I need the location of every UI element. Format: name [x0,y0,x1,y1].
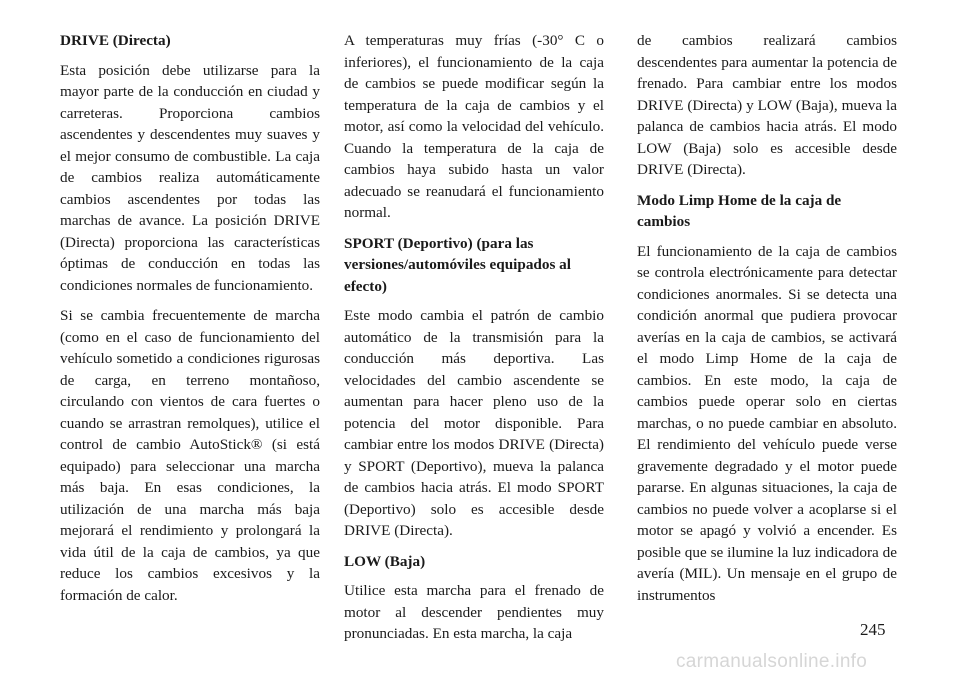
paragraph-low-description: Utilice esta marcha para el frenado de motor al descender pendientes muy pronunciadas. En esta marcha, la caja [344,582,604,642]
heading-limp-home: Modo Limp Home de la caja de cambios [637,191,842,230]
paragraph-limp-home-description: El funcionamiento de la caja de cambios se controla electrónicamente para detectar condiciones anormales. Si se detecta una condición anormal que pudiera provocar averías en la caja de cambios, se activará el modo Limp Home de la caja de cambios. En este modo, la caja de cambios puede operar solo en ciertas marchas, o no puede cambiar en absoluto. El rendimiento del vehículo puede verse gravemente degradado y el motor puede pararse. En algunas situaciones, la caja de cambios no puede volver a acoplarse si el motor se apagó y volvió a encender. Es posible que se ilumine la luz indicadora de avería (MIL). Un mensaje en el grupo de instrumentos [637,242,897,604]
paragraph-sport-description: Este modo cambia el patrón de cambio automático de la transmisión para la conducción más deportiva. Las velocidades del cambio ascendente se aumentan para hacer pleno uso de la potencia del motor disponible. Para cambiar entre los modos DRIVE (Directa) y SPORT (Deportivo), mueva la palanca de cambios hacia atrás. El modo SPORT (Deportivo) solo es accesible desde DRIVE (Directa). [344,307,604,539]
page-number: 245 [860,620,886,639]
paragraph-low-continued: de cambios realizará cambios descendentes para aumentar la potencia de frenado. Para cambiar entre los modos DRIVE (Directa) y LOW (Baja), mueva la palanca de cambios hacia atrás. El modo LOW (Baja) solo es accesible desde DRIVE (Directa). [637,32,897,178]
column-2 [344,30,604,654]
paragraph-drive-description: Esta posición debe utilizarse para la mayor parte de la conducción en ciudad y carreteras. Proporciona cambios ascendentes y descendentes muy suaves y el mejor consumo de combustible. La caja de cambios realiza automáticamente cambios ascendentes por todas las marchas de avance. La posición DRIVE (Directa) proporciona las características óptimas de conducción en todas las condiciones normales de funcionamiento. [60,61,320,294]
heading-drive: DRIVE (Directa) [60,32,171,49]
watermark: carmanualsonline.info [676,651,868,672]
column-3 [637,30,897,615]
heading-low: LOW (Baja) [344,552,426,570]
paragraph-frequent-shifting: Si se cambia frecuentemente de marcha (como en el caso de funcionamiento del vehículo sometido a condiciones rigurosas de carga, en terreno montañoso, circulando con vientos de cara fuertes o cuando se arrastran remolques), utilice el control de cambio AutoStick® (si está equipado) para seleccionar una marcha más baja. En esas condiciones, la utilización de una marcha más baja mejorará el rendimiento y prolongará la vida útil de la caja de cambios, ya que reduce los cambios excesivos y la formación de calor. [60,307,320,604]
paragraph-cold-temperatures: A temperaturas muy frías (-30° C o inferiores), el funcionamiento de la caja de cambios se puede modificar según la temperatura de la caja de cambios y el motor, así como la velocidad del vehículo. Cuando la temperatura de la caja de cambios haya subido hasta un valor adecuado se reanudará el funcionamiento normal. [344,32,604,221]
heading-sport: SPORT (Deportivo) (para las versiones/automóviles equipados al efecto) [344,234,571,295]
column-1 [60,30,320,615]
